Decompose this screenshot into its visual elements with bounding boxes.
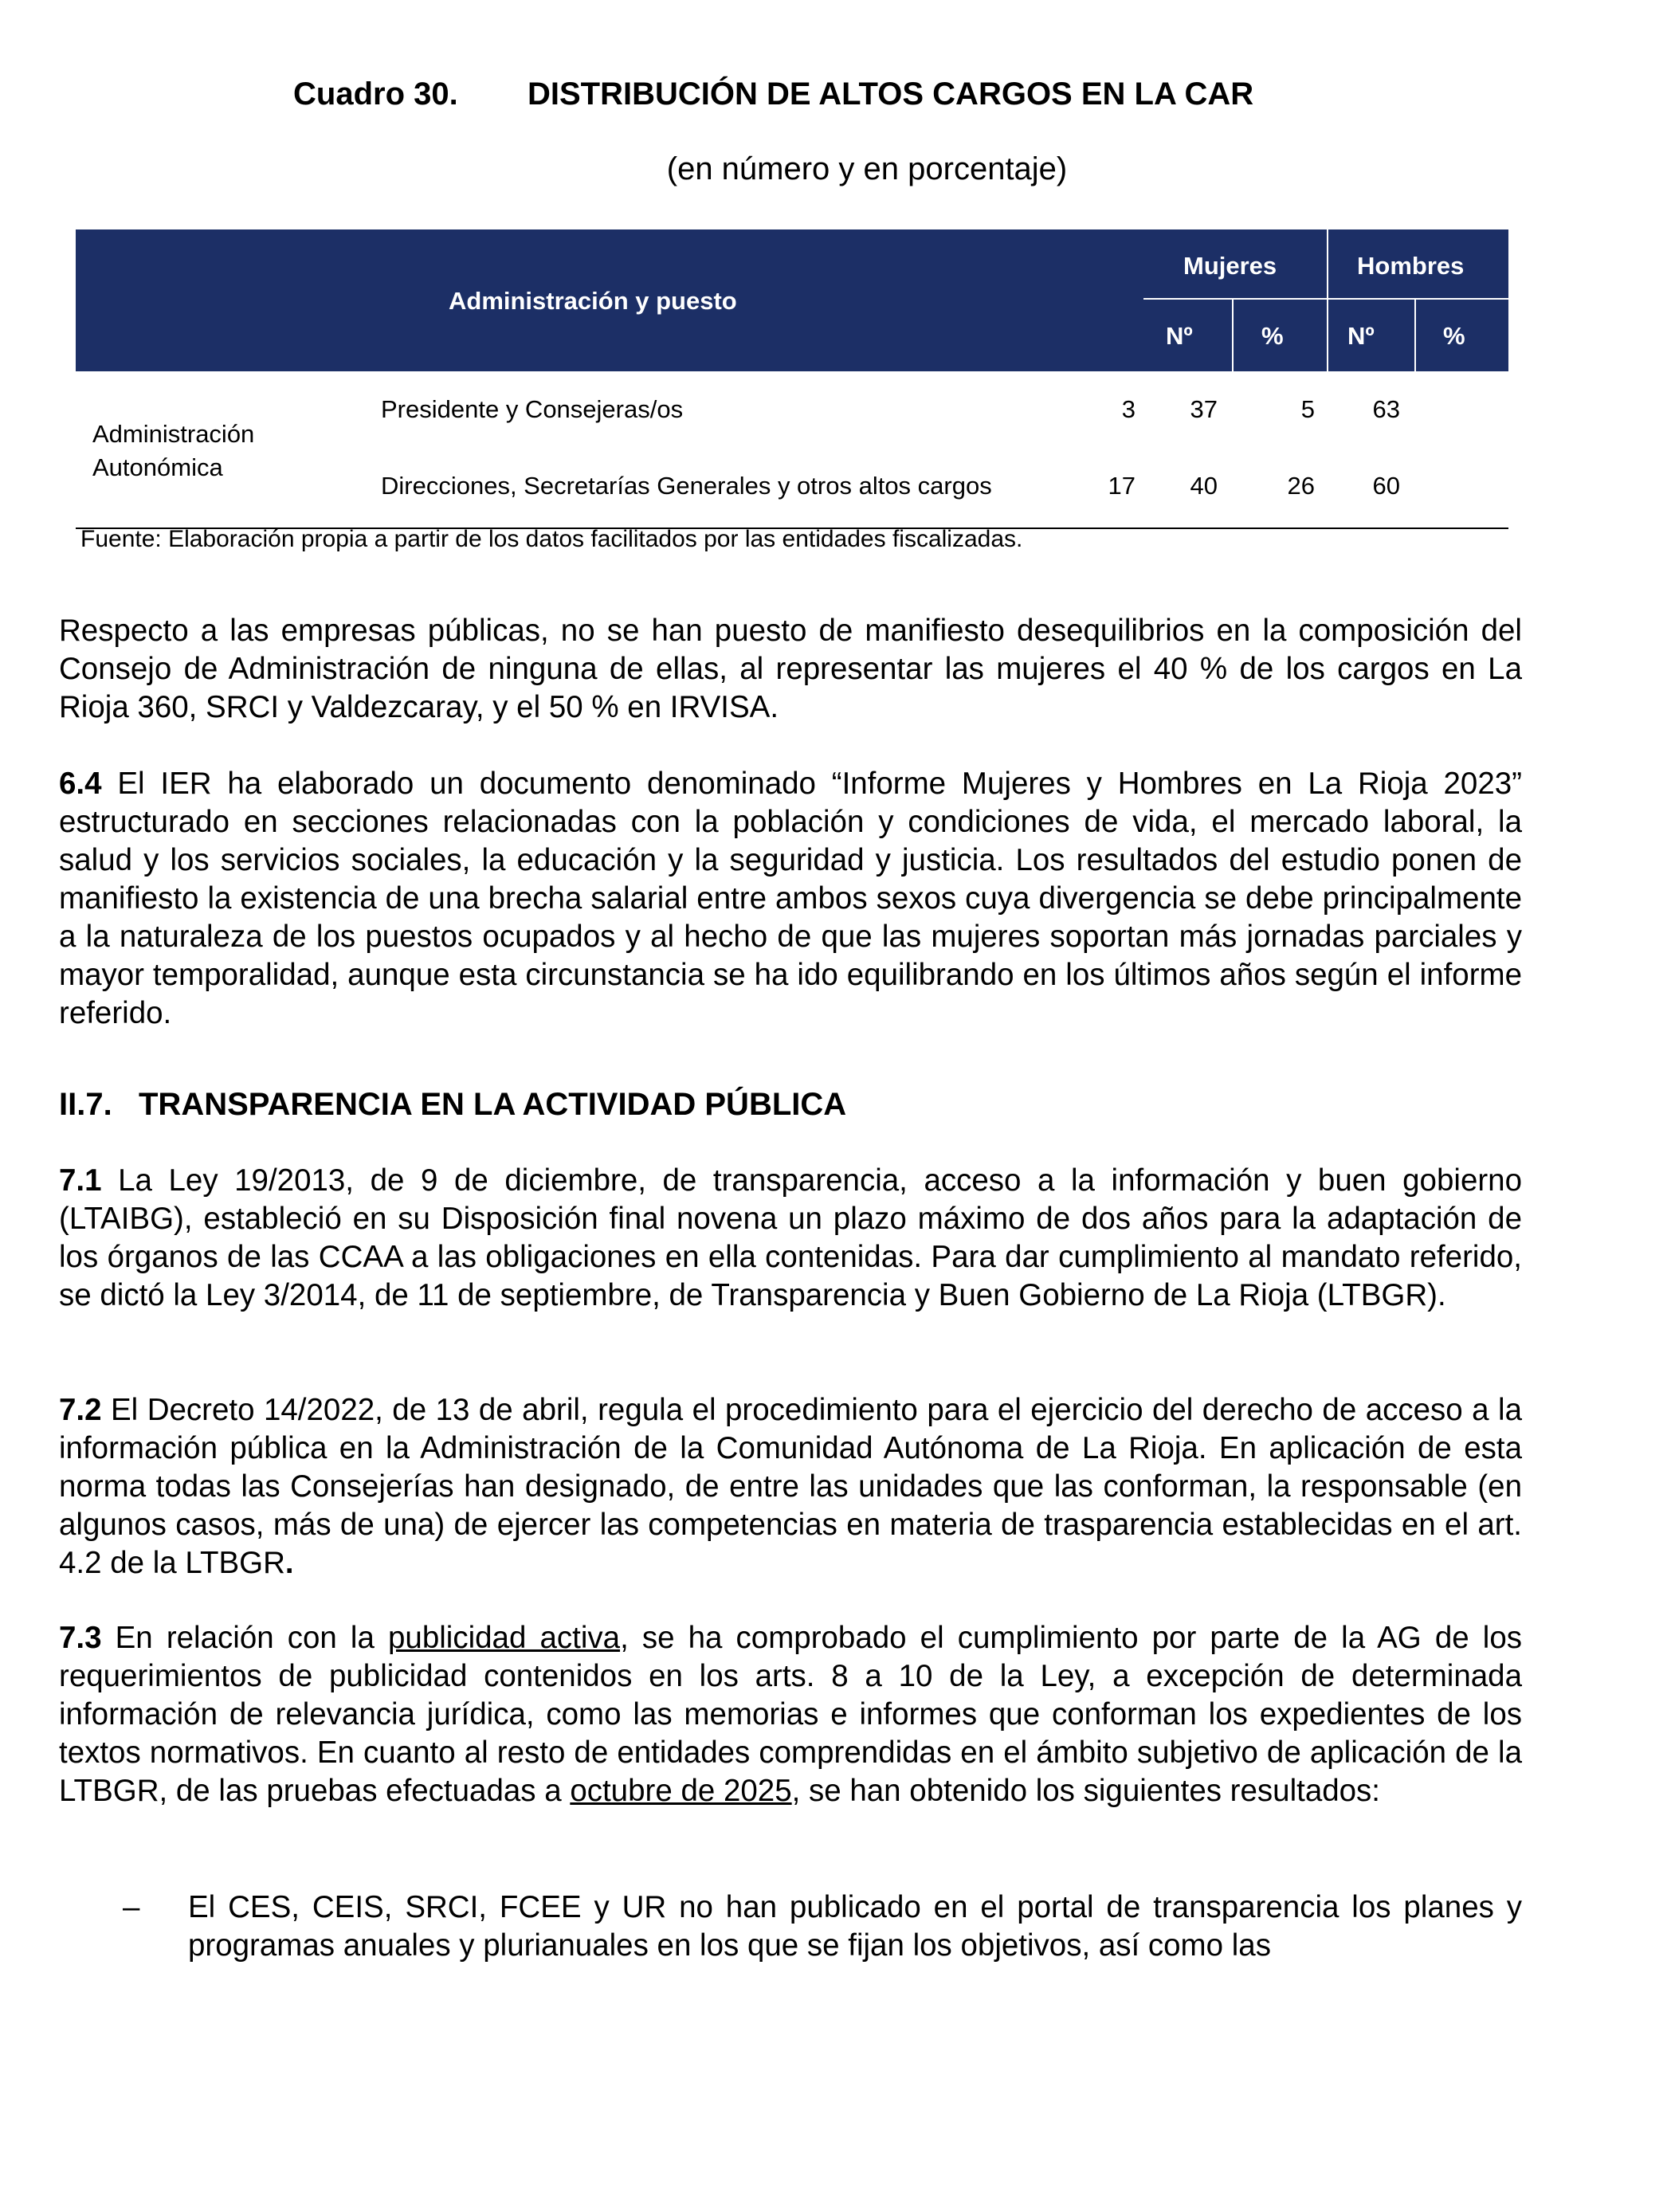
cell-women-pct: 37 bbox=[1190, 395, 1218, 423]
section-title: TRANSPARENCIA EN LA ACTIVIDAD PÚBLICA bbox=[139, 1087, 847, 1122]
paragraph: 7.2 El Decreto 14/2022, de 13 de abril, regula el procedimiento para el ejercicio del derecho de acceso a la información pública en la Administración de la Comunidad Autónoma de La Rioja. En aplicación de esta norma todas las Consejerías han designado, de entre las unidades que las conforman, la responsable (en algunos casos, más de una) de ejercer las competencias en materia de trasparencia establecidas en el art. 4.2 de la LTBGR. bbox=[59, 1393, 1522, 1580]
officials-table bbox=[76, 229, 1508, 529]
cell-men-pct: 63 bbox=[1372, 395, 1400, 423]
paragraph: 6.4 El IER ha elaborado un documento denominado “Informe Mujeres y Hombres en La Rioja 2023” estructurado en secciones relacionadas con la población y condiciones de vida, el mercado laboral, la salud y los servicios sociales, la educación y la seguridad y justicia. Los resultados del estudio ponen de manifiesto la existencia de una brecha salarial entre ambos sexos cuya divergencia se debe principalmente a la naturaleza de los puestos ocupados y al hecho de que las mujeres soportan más jornadas parciales y mayor temporalidad, aunque esta circunstancia se ha ido equilibrando en los últimos años según el informe referido. bbox=[59, 767, 1522, 1030]
paragraph-number: 7.2 bbox=[59, 1393, 102, 1427]
cell-women-pct: 40 bbox=[1190, 472, 1218, 500]
header-women-n: Nº bbox=[1166, 322, 1193, 350]
header-divider bbox=[1143, 298, 1508, 300]
caption-title: DISTRIBUCIÓN DE ALTOS CARGOS EN LA CAR bbox=[528, 76, 1254, 112]
cell-women-n: 17 bbox=[1108, 472, 1136, 500]
row-group-label: Administración Autonómica bbox=[92, 420, 255, 481]
header-divider bbox=[1414, 300, 1416, 371]
header-men-n: Nº bbox=[1347, 322, 1375, 350]
cell-men-n: 26 bbox=[1287, 472, 1315, 500]
paragraph-number: 7.1 bbox=[59, 1163, 102, 1198]
section-number: II.7. bbox=[59, 1087, 112, 1122]
caption-subtitle: (en número y en porcentaje) bbox=[666, 151, 1068, 186]
paragraph: 7.3 En relación con la publicidad activa, se ha comprobado el cumplimiento por parte de la AG de los requerimientos de publicidad contenidos en los arts. 8 a 10 de la Ley, a excepción de determinada información de relevancia jurídica, como las memorias e informes que conforman los expedientes de los textos normativos. En cuanto al resto de entidades comprendidas en el ámbito subjetivo de aplicación de la LTBGR, de las pruebas efectuadas a octubre de 2025, se han obtenido los siguientes resultados: bbox=[59, 1621, 1522, 1808]
header-admin: Administración y puesto bbox=[449, 287, 737, 315]
paragraph-number: 7.3 bbox=[59, 1621, 102, 1655]
header-women-pct: % bbox=[1261, 322, 1284, 350]
table-source: Fuente: Elaboración propia a partir de los datos facilitados por las entidades fiscalizadas. bbox=[80, 526, 1023, 552]
header-women: Mujeres bbox=[1183, 252, 1277, 280]
cell-women-n: 3 bbox=[1121, 395, 1136, 423]
underlined-term: publicidad activa bbox=[388, 1621, 621, 1655]
caption-number: Cuadro 30. bbox=[293, 76, 458, 112]
header-men: Hombres bbox=[1357, 252, 1465, 280]
section-heading bbox=[59, 1087, 846, 1123]
bullet-dash: – bbox=[123, 1890, 140, 1924]
paragraph: Respecto a las empresas públicas, no se han puesto de manifiesto desequilibrios en la composición del Consejo de Administración de ninguna de ellas, al representar las mujeres el 40 % de los cargos en La Rioja 360, SRCI y Valdezcaray, y el 50 % en IRVISA. bbox=[59, 614, 1522, 724]
header-divider bbox=[1232, 300, 1234, 371]
table-caption bbox=[0, 76, 1667, 124]
cell-men-pct: 60 bbox=[1372, 472, 1400, 500]
row-label: Direcciones, Secretarías Generales y otros altos cargos bbox=[381, 472, 992, 500]
row-label: Presidente y Consejeras/os bbox=[381, 395, 684, 423]
header-men-pct: % bbox=[1443, 322, 1465, 350]
bullet-item: El CES, CEIS, SRCI, FCEE y UR no han publicado en el portal de transparencia los planes y programas anuales y plurianuales en los que se fijan los objetivos, así como las bbox=[188, 1890, 1522, 1963]
paragraph-number: 6.4 bbox=[59, 767, 102, 801]
paragraph: 7.1 La Ley 19/2013, de 9 de diciembre, de transparencia, acceso a la información y buen gobierno (LTAIBG), estableció en su Disposición final novena un plazo máximo de dos años para la adaptación de los órganos de las CCAA a las obligaciones en ella contenidas. Para dar cumplimiento al mandato referido, se dictó la Ley 3/2014, de 11 de septiembre, de Transparencia y Buen Gobierno de La Rioja (LTBGR). bbox=[59, 1163, 1522, 1312]
underlined-date: octubre de 2025 bbox=[570, 1774, 792, 1808]
table-header bbox=[76, 229, 1508, 371]
table-body bbox=[76, 371, 1508, 529]
header-divider bbox=[1327, 229, 1328, 371]
cell-men-n: 5 bbox=[1300, 395, 1315, 423]
